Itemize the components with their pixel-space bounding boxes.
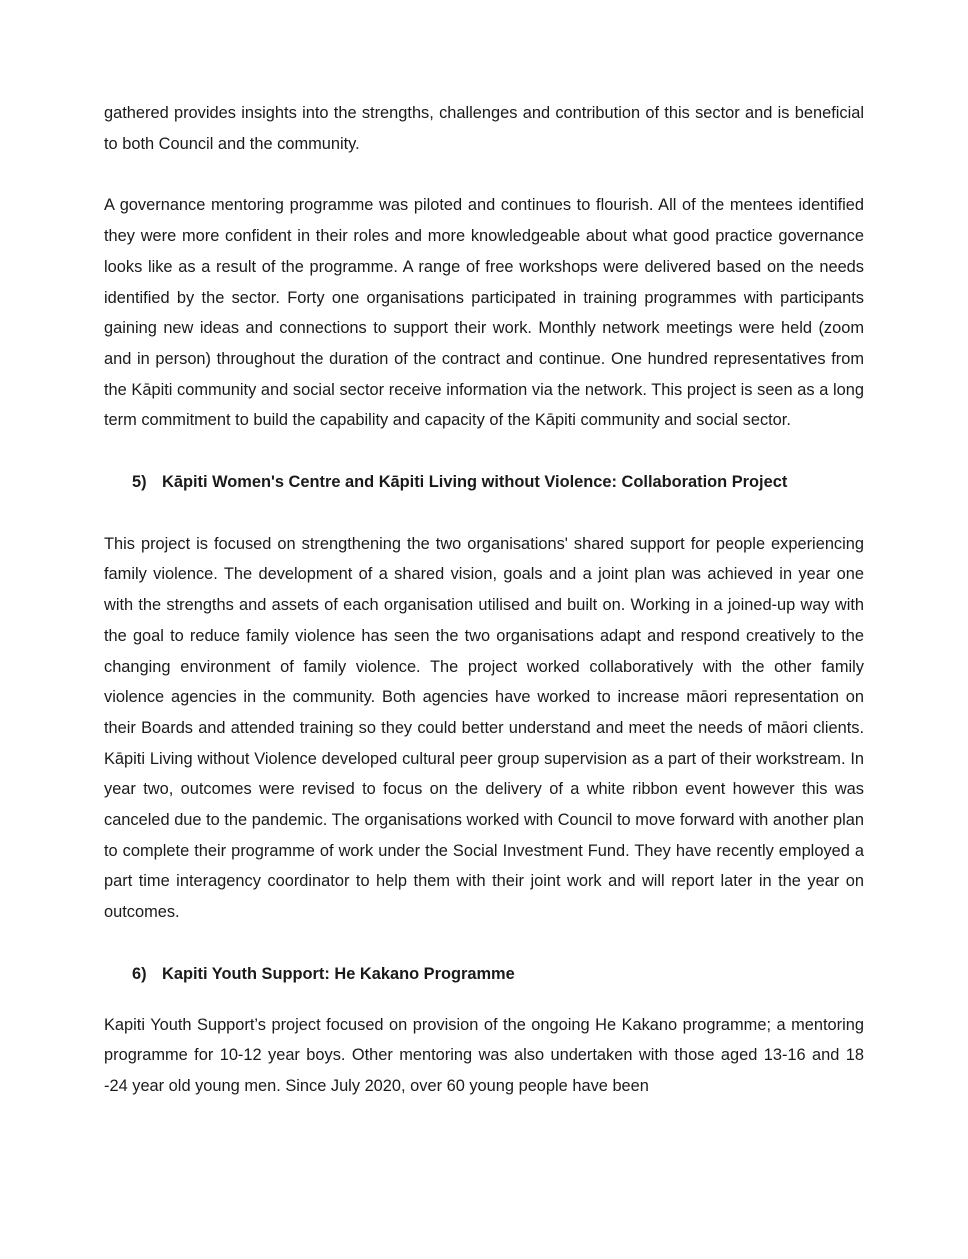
section-heading-6 [104,959,864,990]
section-title: Kapiti Youth Support: He Kakano Programme [162,964,515,983]
paragraph-collaboration-project: This project is focused on strengthening the two organisations' shared support for people experiencing family violence. The development of a shared vision, goals and a joint plan was achieved in year one with the strengths and assets of each organisation utilised and built on. Working in a joined-up way with the goal to reduce family violence has seen the two organisations adapt and respond creatively to the changing environment of family violence. The project worked collaboratively with the other family violence agencies in the community. Both agencies have worked to increase māori representation on their Boards and attended training so they could better understand and meet the needs of māori clients. Kāpiti Living without Violence developed cultural peer group supervision as a part of their workstream. In year two, outcomes were revised to focus on the delivery of a white ribbon event however this was canceled due to the pandemic. The organisations worked with Council to move forward with another plan to complete their programme of work under the Social Investment Fund. They have recently employed a part time interagency coordinator to help them with their joint work and will report later in the year on outcomes. [104,534,864,922]
section-title: Kāpiti Women's Centre and Kāpiti Living without Violence: Collaboration Project [162,473,788,492]
paragraph-youth-support: Kapiti Youth Support’s project focused on provision of the ongoing He Kakano programme; a mentoring programme for 10-12 year boys. Other mentoring was also undertaken with those aged 13-16 and 18 -24 year old young men. Since July 2020, over 60 young people have been [104,1015,864,1095]
document-page [104,98,864,1102]
paragraph-sector-insights: gathered provides insights into the strengths, challenges and contribution of this sector and is beneficial to both Council and the community. [104,104,864,153]
paragraph-governance-mentoring: A governance mentoring programme was piloted and continues to flourish. All of the mentees identified they were more confident in their roles and more knowledgeable about what good practice governance looks like as a result of the programme. A range of free workshops were delivered based on the needs identified by the sector. Forty one organisations participated in training programmes with participants gaining new ideas and connections to support their work. Monthly network meetings were held (zoom and in person) throughout the duration of the contract and continue. One hundred representatives from the Kāpiti community and social sector receive information via the network. This project is seen as a long term commitment to build the capability and capacity of the Kāpiti community and social sector. [104,196,864,430]
section-number: 6) [132,964,147,983]
section-number: 5) [132,473,147,492]
section-heading-5 [104,467,864,498]
